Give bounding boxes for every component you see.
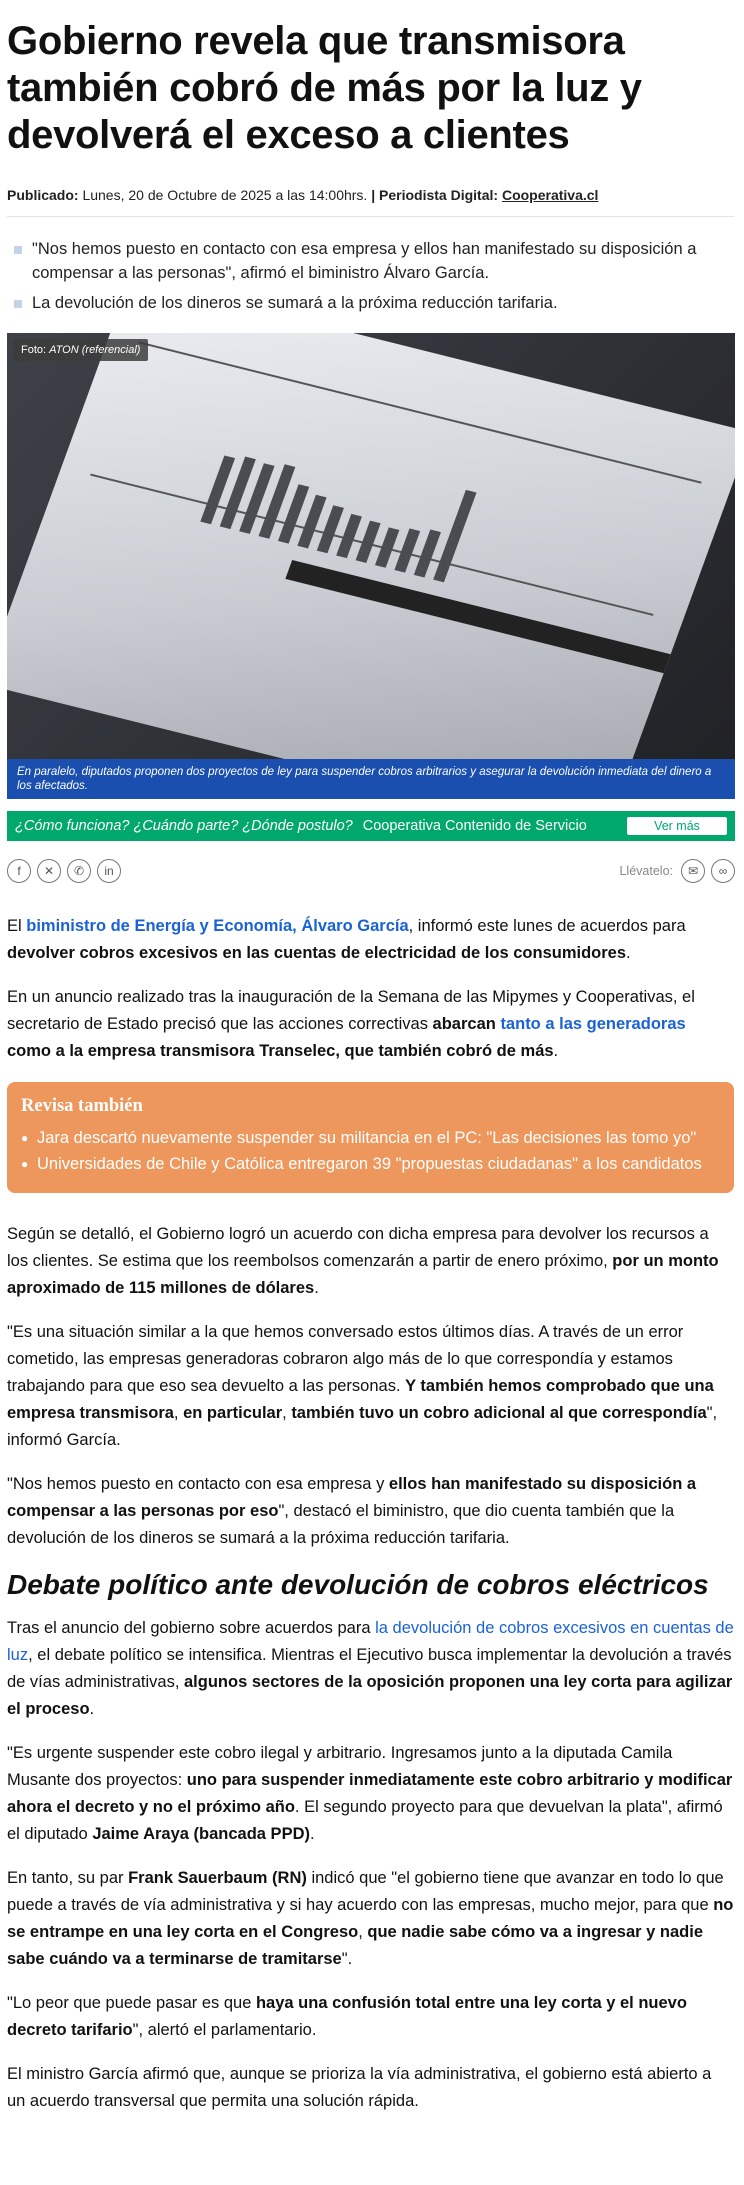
- electricity-bill-image: [7, 333, 735, 799]
- copy-link-icon[interactable]: ∞: [711, 859, 735, 883]
- promo-questions: ¿Cómo funciona? ¿Cuándo parte? ¿Dónde postulo?: [15, 818, 353, 834]
- journalist-label: Periodista Digital:: [379, 187, 499, 203]
- paragraph: En un anuncio realizado tras la inauguración de la Semana de las Mipymes y Cooperativas, el secretario de Estado precisó que las acciones correctivas abarcan tanto a las generadoras como a la empresa transmisora Transelec, que también cobró de más.: [7, 988, 695, 1060]
- related-article-link[interactable]: ● Universidades de Chile y Católica entregaron 39 "propuestas ciudadanas" a los candidatos: [21, 1153, 720, 1175]
- meta-separator: |: [371, 187, 376, 203]
- related-articles-box: [7, 1082, 734, 1193]
- article-photo: [7, 333, 735, 799]
- article-body: [7, 913, 734, 2115]
- facebook-icon[interactable]: f: [7, 859, 31, 883]
- promo-more-button[interactable]: Ver más: [627, 817, 727, 835]
- related-title: Revisa también: [21, 1096, 143, 1116]
- x-icon[interactable]: ✕: [37, 859, 61, 883]
- share-bar: [7, 859, 735, 883]
- minister-link[interactable]: biministro de Energía y Economía, Álvaro García: [26, 917, 409, 935]
- paragraph: Tras el anuncio del gobierno sobre acuerdos para la devolución de cobros excesivos en cuentas de luz, el debate político se intensifica. Mientras el Ejecutivo busca implementar la devolución a través de vías administrativas, algunos sectores de la oposición proponen una ley corta para agilizar el proceso.: [7, 1619, 734, 1718]
- paragraph: Según se detalló, el Gobierno logró un acuerdo con dicha empresa para devolver los recursos a los clientes. Se estima que los reembolsos comenzarán a partir de enero próximo, por un monto aproximado de 115 millones de dólares.: [7, 1225, 719, 1297]
- paragraph: En tanto, su par Frank Sauerbaum (RN) indicó que "el gobierno tiene que avanzar en todo lo que puede a través de vía administrativa y si hay acuerdo con las empresas, mucho mejor, para que no se entrampe en una ley corta en el Congreso, que nadie sabe cómo va a ingresar y nadie sabe cuándo va a terminarse de tramitarse".: [7, 1869, 734, 1968]
- generators-link[interactable]: tanto a las generadoras: [500, 1015, 686, 1033]
- paragraph: El biministro de Energía y Economía, Álvaro García, informó este lunes de acuerdos para devolver cobros excesivos en las cuentas de electricidad de los consumidores.: [7, 917, 686, 962]
- journalist-source-link[interactable]: Cooperativa.cl: [501, 187, 599, 203]
- promo-brand: Cooperativa Contenido de Servicio: [362, 818, 587, 834]
- summary-bullets: [7, 237, 734, 315]
- paragraph: El ministro García afirmó que, aunque se prioriza la vía administrativa, el gobierno está abierto a un acuerdo transversal que permita una solución rápida.: [7, 2065, 712, 2110]
- share-label: Llévatelo:: [619, 864, 673, 878]
- article: [0, 18, 741, 2115]
- related-article-link[interactable]: ● Jara descartó nuevamente suspender su militancia en el PC: "Las decisiones las tomo yo": [21, 1127, 720, 1149]
- summary-bullet: "Nos hemos puesto en contacto con esa empresa y ellos han manifestado su disposición a compensar a las personas", afirmó el biministro Álvaro García.: [7, 237, 734, 285]
- whatsapp-icon[interactable]: ✆: [67, 859, 91, 883]
- headline: Gobierno revela que transmisora también cobró de más por la luz y devolverá el exceso a clientes: [7, 19, 642, 157]
- photo-caption: En paralelo, diputados proponen dos proyectos de ley para suspender cobros arbitrarios y asegurar la devolución inmediata del dinero a los afectados.: [7, 759, 735, 799]
- email-icon[interactable]: ✉: [681, 859, 705, 883]
- refund-link[interactable]: la devolución de cobros excesivos en cuentas de luz: [7, 1619, 734, 1664]
- subheading: Debate político ante devolución de cobros eléctricos: [7, 1569, 709, 1600]
- published-label: Publicado:: [7, 187, 79, 203]
- paragraph: "Lo peor que puede pasar es que haya una confusión total entre una ley corta y el nuevo decreto tarifario", alertó el parlamentario.: [7, 1994, 687, 2039]
- photo-credit: Foto: ATON (referencial): [13, 339, 148, 361]
- published-date: Lunes, 20 de Octubre de 2025 a las 14:00hrs.: [82, 187, 368, 203]
- summary-bullet: La devolución de los dineros se sumará a la próxima reducción tarifaria.: [7, 291, 734, 315]
- paragraph: "Es urgente suspender este cobro ilegal y arbitrario. Ingresamos junto a la diputada Camila Musante dos proyectos: uno para suspender inmediatamente este cobro arbitrario y modificar ahora el decreto y no el próximo año. El segundo proyecto para que devuelvan la plata", afirmó el diputado Jaime Araya (bancada PPD).: [7, 1744, 733, 1843]
- article-meta: [7, 187, 734, 217]
- paragraph: "Es una situación similar a la que hemos conversado estos últimos días. A través de un error cometido, las empresas generadoras cobraron algo más de lo que correspondía y estamos trabajando para que eso sea devuelto a las personas. Y también hemos comprobado que una empresa transmisora, en particular, también tuvo un cobro adicional al que correspondía", informó García.: [7, 1323, 718, 1449]
- paragraph: "Nos hemos puesto en contacto con esa empresa y ellos han manifestado su disposición a compensar a las personas por eso", destacó el biministro, que dio cuenta también que la devolución de los dineros se sumará a la próxima reducción tarifaria.: [7, 1475, 697, 1547]
- linkedin-icon[interactable]: in: [97, 859, 121, 883]
- service-promo-banner[interactable]: [7, 811, 735, 841]
